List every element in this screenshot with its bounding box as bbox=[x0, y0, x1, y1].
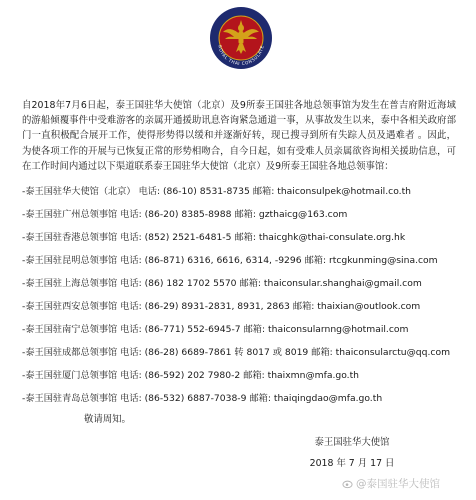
consulate-name: -泰王国驻青岛总领事馆 bbox=[22, 392, 118, 404]
contact-row bbox=[22, 178, 472, 201]
consulate-phone: 电话: (86-592) 202 7980-2 bbox=[120, 369, 241, 381]
contact-row bbox=[22, 293, 472, 316]
signature-date: 2018 年 7 月 17 日 bbox=[309, 458, 395, 469]
consulate-email: 邮箱: rtcgkunming@sina.com bbox=[304, 254, 438, 266]
contact-list bbox=[22, 178, 472, 408]
consulate-phone: 电话: (86) 182 1702 5570 bbox=[120, 277, 237, 289]
emblem-ring-text: ROYAL THAI CONSULATE bbox=[216, 44, 266, 68]
announcement-paragraph: 自2018年7月6日起，泰王国驻华大使馆（北京）及9所泰王国驻各地总领事馆为发生在普吉府附近海域的游船倾覆事件中受难游客的亲属开通援助讯息咨询紧急通道一事，从事故发生以来，泰中各相关政府部门一直积极配合展开工作，使得形势得以缓和并逐渐好转，现已搜寻到所有失踪人员及遇难者 。因此，为使各项工作的开展与已恢复正常的形势相吻合，自今日起，如有受难人员亲属欲咨询相关援助信息，可在工作时间内通过以下渠道联系泰王国驻华大使馆（北京）及9所泰王国驻各地总领事馆： bbox=[22, 100, 456, 172]
consulate-email: 邮箱: thaiqingdao@mfa.go.th bbox=[249, 392, 383, 404]
consulate-phone: 电话: (86-532) 6887-7038-9 bbox=[120, 392, 247, 404]
signature-block bbox=[293, 432, 411, 474]
watermark-text: @泰国驻华大使馆 bbox=[356, 478, 440, 490]
consulate-name: -泰王国驻香港总领事馆 bbox=[22, 231, 118, 243]
consulate-phone: 电话: (86-28) 6689-7861 转 8017 或 8019 bbox=[120, 346, 309, 358]
consulate-email: 邮箱: thaiconsularctu@qq.com bbox=[311, 346, 451, 358]
weibo-watermark bbox=[342, 476, 440, 491]
consulate-email: 邮箱: thaixmn@mfa.go.th bbox=[243, 369, 360, 381]
contact-row bbox=[22, 201, 472, 224]
signature-org: 泰王国驻华大使馆 bbox=[314, 437, 390, 448]
thai-consulate-emblem bbox=[209, 6, 273, 70]
contact-row bbox=[22, 247, 472, 270]
contact-row bbox=[22, 270, 472, 293]
consulate-phone: 电话: (86-771) 552-6945-7 bbox=[120, 323, 241, 335]
weibo-icon bbox=[342, 478, 353, 489]
consulate-phone: 电话: (86-20) 8385-8988 bbox=[120, 208, 232, 220]
consulate-email: 邮箱: thaiconsular.shanghai@gmail.com bbox=[239, 277, 422, 289]
consulate-email: 邮箱: thaicghk@thai-consulate.org.hk bbox=[234, 231, 406, 243]
consulate-name: -泰王国驻华大使馆（北京） bbox=[22, 185, 136, 197]
consulate-name: -泰王国驻上海总领事馆 bbox=[22, 277, 118, 289]
consulate-name: -泰王国驻西安总领事馆 bbox=[22, 300, 118, 312]
contact-row bbox=[22, 339, 472, 362]
consulate-phone: 电话: (86-871) 6316, 6616, 6314, -9296 bbox=[120, 254, 302, 266]
consulate-name: -泰王国驻厦门总领事馆 bbox=[22, 369, 118, 381]
contact-row bbox=[22, 224, 472, 247]
contact-row bbox=[22, 316, 472, 339]
contact-row bbox=[22, 362, 472, 385]
contact-row bbox=[22, 385, 472, 408]
consulate-email: 邮箱: thaixian@outlook.com bbox=[292, 300, 421, 312]
consulate-phone: 电话: (86-29) 8931-2831, 8931, 2863 bbox=[120, 300, 290, 312]
closing-remark: 敬请周知。 bbox=[84, 414, 131, 425]
consulate-name: -泰王国驻广州总领事馆 bbox=[22, 208, 118, 220]
consulate-name: -泰王国驻南宁总领事馆 bbox=[22, 323, 118, 335]
consulate-email: 邮箱: thaiconsulpek@hotmail.co.th bbox=[252, 185, 412, 197]
consulate-name: -泰王国驻昆明总领事馆 bbox=[22, 254, 118, 266]
consulate-email: 邮箱: thaiconsularnng@hotmail.com bbox=[243, 323, 409, 335]
consulate-email: 邮箱: gzthaicg@163.com bbox=[234, 208, 348, 220]
consulate-phone: 电话: (852) 2521-6481-5 bbox=[120, 231, 232, 243]
consulate-phone: 电话: (86-10) 8531-8735 bbox=[138, 185, 250, 197]
consulate-name: -泰王国驻成都总领事馆 bbox=[22, 346, 118, 358]
